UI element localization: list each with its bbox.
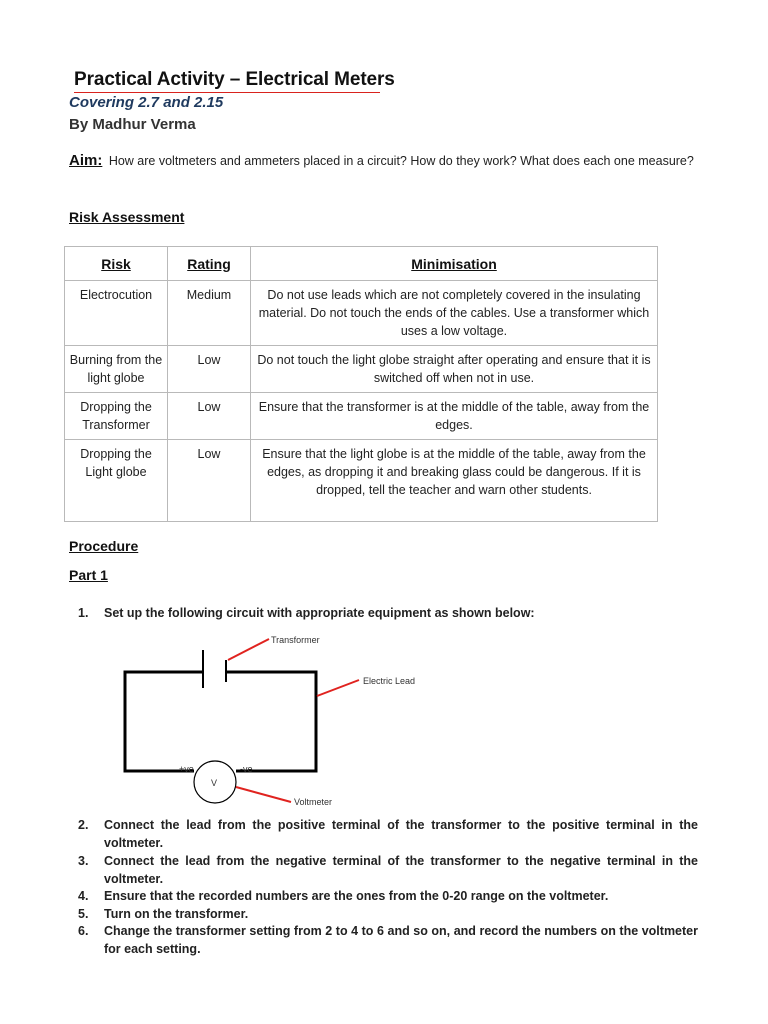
minimisation-cell: Ensure that the transformer is at the middle of the table, away from the edges. xyxy=(251,393,658,440)
step-number: 6. xyxy=(78,924,89,938)
electric-lead-label: Electric Lead xyxy=(363,676,416,686)
list-item xyxy=(78,604,698,622)
rating-cell: Low xyxy=(168,346,251,393)
part-heading: Part 1 xyxy=(69,567,108,583)
risk-cell: Electrocution xyxy=(65,281,168,346)
minimisation-cell: Do not touch the light globe straight after operating and ensure that it is switched off when not in use. xyxy=(251,346,658,393)
meter-symbol: V xyxy=(211,778,218,788)
step-number: 3. xyxy=(78,854,89,868)
step-number: 1. xyxy=(78,606,89,620)
list-item xyxy=(78,816,698,852)
aim-label: Aim: xyxy=(69,152,103,169)
step-number: 2. xyxy=(78,818,89,832)
risk-cell: Dropping the Light globe xyxy=(65,440,168,522)
step-number: 5. xyxy=(78,907,89,921)
list-item xyxy=(78,905,698,923)
minimisation-cell: Do not use leads which are not completely covered in the insulating material. Do not touch the ends of the cables. Use a transformer which uses a low voltage. xyxy=(251,281,658,346)
step-text: Connect the lead from the positive terminal of the transformer to the positive terminal in the voltmeter. xyxy=(104,818,698,850)
page-title: Practical Activity – Electrical Meters xyxy=(74,69,395,90)
page-subtitle: Covering 2.7 and 2.15 xyxy=(69,94,224,111)
wire-top-right xyxy=(226,672,316,771)
procedure-heading: Procedure xyxy=(69,538,139,554)
electric-lead-pointer xyxy=(317,680,359,696)
risk-cell: Dropping the Transformer xyxy=(65,393,168,440)
circuit-diagram xyxy=(110,628,440,813)
step-number: 4. xyxy=(78,889,89,903)
step-text: Ensure that the recorded numbers are the ones from the 0-20 range on the voltmeter. xyxy=(104,889,609,903)
positive-terminal-label: +ve xyxy=(179,764,194,774)
list-item xyxy=(78,922,698,958)
author-line: By Madhur Verma xyxy=(69,116,196,133)
table-row xyxy=(65,393,658,440)
transformer-label: Transformer xyxy=(271,635,320,645)
risk-cell: Burning from the light globe xyxy=(65,346,168,393)
negative-terminal-label: -ve xyxy=(240,764,253,774)
rating-cell: Low xyxy=(168,393,251,440)
column-header-risk: Risk xyxy=(65,247,168,281)
table-row xyxy=(65,346,658,393)
step-text: Connect the lead from the negative terminal of the transformer to the negative terminal in the voltmeter. xyxy=(104,854,698,886)
step-text: Change the transformer setting from 2 to 4 to 6 and so on, and record the numbers on the voltmeter for each setting. xyxy=(104,924,698,956)
list-item xyxy=(78,887,698,905)
step-text: Turn on the transformer. xyxy=(104,907,249,921)
risk-table xyxy=(64,246,658,522)
wire-top-left xyxy=(125,672,203,771)
list-item xyxy=(78,852,698,888)
title-underline xyxy=(74,92,380,93)
voltmeter-label: Voltmeter xyxy=(294,797,333,807)
aim-paragraph xyxy=(69,151,709,171)
risk-table-header xyxy=(65,247,658,281)
voltmeter-pointer xyxy=(236,787,291,802)
aim-text: How are voltmeters and ammeters placed in a circuit? How do they work? What does each one measure? xyxy=(108,154,694,168)
transformer-pointer xyxy=(228,639,269,660)
table-row xyxy=(65,281,658,346)
rating-cell: Low xyxy=(168,440,251,522)
minimisation-cell: Ensure that the light globe is at the middle of the table, away from the edges, as dropping it and breaking glass could be dangerous. If it is dropped, tell the teacher and warn other students. xyxy=(251,440,658,522)
table-row xyxy=(65,440,658,522)
risk-assessment-heading: Risk Assessment xyxy=(69,209,185,225)
column-header-minimisation: Minimisation xyxy=(251,247,658,281)
step-text: Set up the following circuit with appropriate equipment as shown below: xyxy=(104,606,535,620)
rating-cell: Medium xyxy=(168,281,251,346)
column-header-rating: Rating xyxy=(168,247,251,281)
